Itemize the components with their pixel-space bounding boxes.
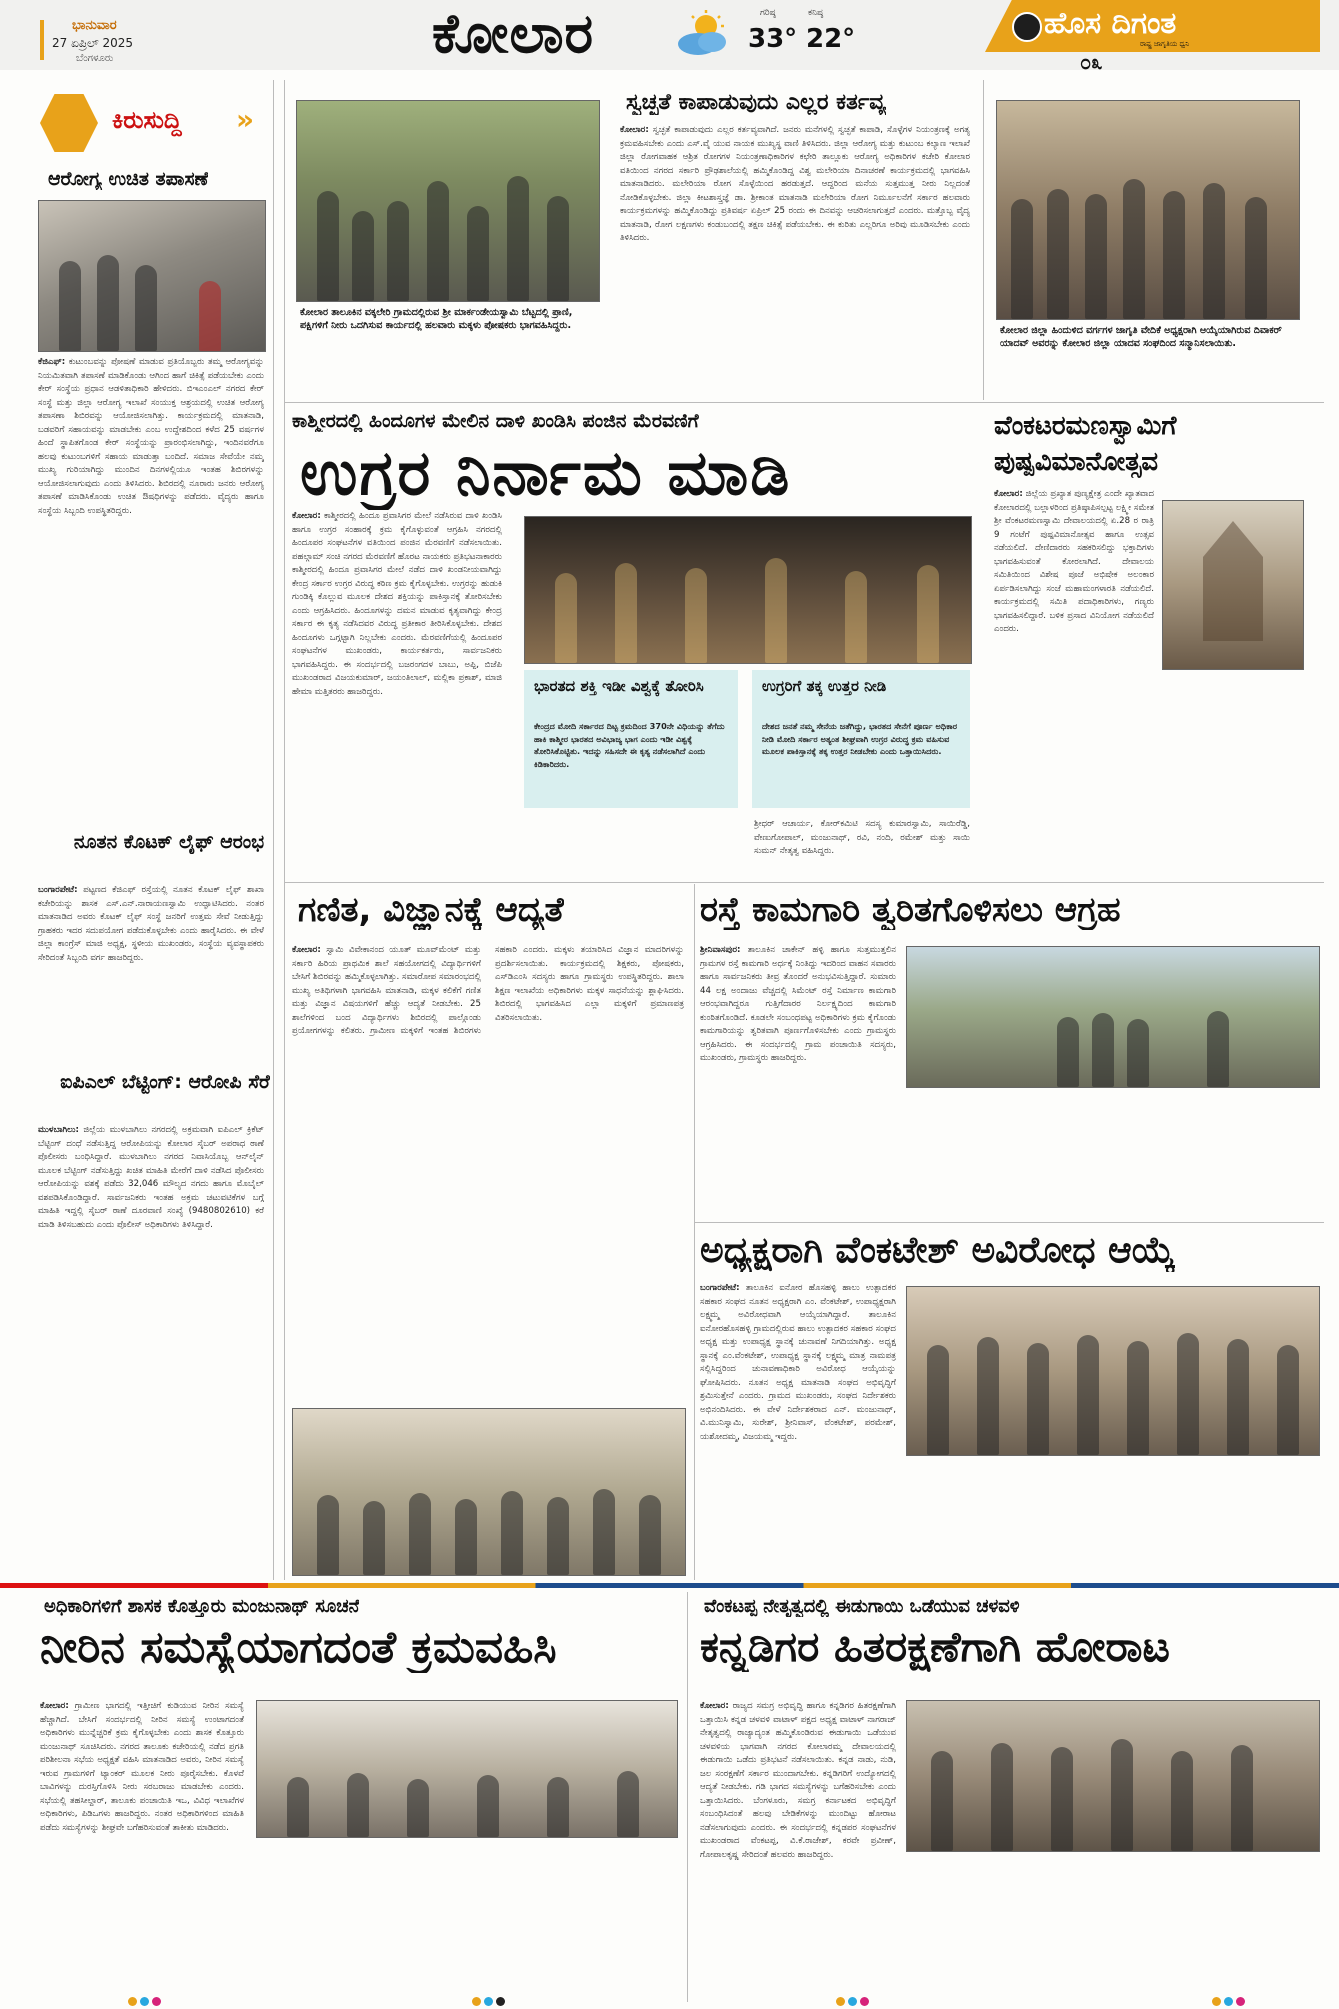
- kirusuddi-hand-icon: [40, 94, 98, 152]
- dateline: ಕೋಲಾರ:: [700, 1701, 729, 1711]
- kashmir-headline: ಉಗ್ರರ ನಿರ್ನಾಮ ಮಾಡಿ: [300, 436, 792, 509]
- paper-name: ಹೊಸ ದಿಗಂತ: [1044, 6, 1177, 41]
- registration-mark: [836, 1997, 845, 2006]
- kirusuddi-label: ಕಿರುಸುದ್ದಿ: [112, 106, 182, 134]
- registration-mark: [1236, 1997, 1245, 2006]
- venkatesh-headline: ಅಧ್ಯಕ್ಷರಾಗಿ ವೆಂಕಟೇಶ್ ಅವಿರೋಧ ಆಯ್ಕೆ: [700, 1230, 1176, 1271]
- story-body: ಕಾಶ್ಮೀರದಲ್ಲಿ ಹಿಂದೂ ಪ್ರವಾಸಿಗರ ಮೇಲೆ ನಡೆಸಿರುವ ದಾಳಿ ಖಂಡಿಸಿ ಹಾಗೂ ಉಗ್ರರ ಸಂಹಾರಕ್ಕೆ ಕ್ರಮ ಕೈಗೊಳ್ಳುವಂತೆ ಆಗ್ರಹಿಸಿ ನಗರದಲ್ಲಿ ಹಿಂದೂಪರ ಸಂಘಟನೆಗಳ ವತಿಯಿಂದ ಪಂಜಿನ ಮೆರವಣಿಗೆ ನಡೆಸಲಾಯಿತು. ಪಹಲ್ಗಾಮ್ ಸಂಚಿ ನಗರದ ಮೆರವಣಿಗೆ ಹೊರಟ ನಾಯಕರು ಪ್ರತಿಭಟನಾಕಾರರು ಕಾಶ್ಮೀರದಲ್ಲಿ ಹಿಂದೂ ಪ್ರವಾಸಿಗರ ಮೇಲೆ ನಡೆದ ದಾಳಿ ಖಂಡನೀಯವಾಗಿದ್ದು ಕೇಂದ್ರ ಸರ್ಕಾರ ಉಗ್ರರ ವಿರುದ್ಧ ಕಠಿಣ ಕ್ರಮ ಕೈಗೊಳ್ಳಬೇಕು. ಉಗ್ರರನ್ನು ಹುಡುಕಿ ಗುಂಡಿಕ್ಕಿ ಕೊಲ್ಲುವ ಮೂಲಕ ದೇಶದ ಶಕ್ತಿಯನ್ನು ಪಾಕಿಸ್ತಾನಕ್ಕೆ ತೋರಿಸಬೇಕು ಎಂದು ಆಗ್ರಹಿಸಿದರು. ಹಿಂದೂಗಳನ್ನು ದಮನ ಮಾಡುವ ಕೃತ್ಯವಾಗಿದ್ದು ಕೇಂದ್ರ ಸರ್ಕಾರ ಈ ಕೃತ್ಯ ನಡೆಸಿದವರ ವಿರುದ್ಧ ಪ್ರತೀಕಾರ ತೀರಿಸಿಕೊಳ್ಳಬೇಕು. ದೇಶದ ಹಿಂದೂಗಳು ಒಗ್ಗಟ್ಟಾಗಿ ನಿಲ್ಲಬೇಕು ಎಂದರು. ಮೆರವಣಿಗೆಯಲ್ಲಿ ಹಿಂದೂಪರ ಸಂಘಟನೆಗಳ ಮುಖಂಡರು, ಕಾರ್ಯಕರ್ತರು, ಸಾರ್ವಜನಿಕರು ಭಾಗವಹಿಸಿದ್ದರು. ಈ ಸಂದರ್ಭದಲ್ಲಿ ಬಜರಂಗದಳ ಬಾಬು, ಅಪ್ಪಿ, ಬಿಜೆಪಿ ಮುಖಂಡರಾದ ವಿಜಯಕುಮಾರ್, ಜಯಂತಿಲಾಲ್, ಮಲ್ಲಿಕಾ ಪ್ರಕಾಶ್, ಮಾಜಿ ಹೇಮಾ ಮತ್ತಿತರರು ಹಾಜರಿದ್ದರು.: [292, 511, 502, 697]
- kashmir-extra: ಶ್ರೀಧರ್ ಆಚಾರ್ಯ, ಕೋರ್‌ಕಮಿಟಿ ಸದಸ್ಯ ಕುಮಾರಸ್ವಾಮಿ, ಸಾಯಿರೆಡ್ಡಿ, ವೇಣುಗೋಪಾಲ್, ಮಂಜುನಾಥ್, ರವಿ, ನಂದಿ, ರಮೇಶ್ ಮತ್ತು ಸಾಯಿ ಸುಮನ್ ನೇತೃತ್ವ ವಹಿಸಿದ್ದರು.: [754, 819, 970, 856]
- edition-title: ಕೋಲಾರ: [432, 2, 595, 65]
- column-rule: [983, 80, 984, 400]
- water-body: [40, 1700, 244, 2000]
- registration-mark: [1212, 1997, 1221, 2006]
- cleanliness-body: [620, 124, 970, 394]
- dateline: ಕೋಲಾರ:: [994, 489, 1023, 499]
- left-story2-headline: ನೂತನ ಕೊಟಕ್ ಲೈಫ್ ಆರಂಭ: [73, 831, 265, 853]
- yadav-caption: ಕೋಲಾರ ಜಿಲ್ಲಾ ಹಿಂದುಳಿದ ವರ್ಗಗಳ ಜಾಗೃತಿ ವೇದಿಕೆ ಅಧ್ಯಕ್ಷರಾಗಿ ಆಯ್ಕೆಯಾಗಿರುವ ದಿವಾಕರ್ ಯಾದವ್ ಅವರನ್ನು ಕೋಲಾರ ಜಿಲ್ಲಾ ಯಾದವ ಸಂಘದಿಂದ ಸನ್ಮಾನಿಸಲಾಯಿತು.: [1000, 325, 1282, 349]
- registration-mark: [152, 1997, 161, 2006]
- box-body: ದೇಶದ ಜನತೆ ನಮ್ಮ ಸೇನೆಯ ಜತೆಗಿದ್ದು, ಭಾರತದ ಸೇನೆಗೆ ಪೂರ್ಣ ಅಧಿಕಾರ ನೀಡಿ ಮೋದಿ ಸರ್ಕಾರ ಅತ್ಯಂತ ಶೀಘ್ರವಾಗಿ ಉಗ್ರರ ವಿರುದ್ಧ ಕ್ರಮ ವಹಿಸುವ ಮೂಲಕ ಪಾಕಿಸ್ತಾನಕ್ಕೆ ತಕ್ಕ ಉತ್ತರ ನೀಡಬೇಕು ಎಂದು ಒತ್ತಾಯಿಸಿದರು.: [762, 721, 958, 756]
- kashmir-body: [292, 510, 502, 874]
- registration-mark: [496, 1997, 505, 2006]
- weather-max-value: 33°: [748, 24, 798, 54]
- registration-mark: [140, 1997, 149, 2006]
- venkataramana-headline: ವೆಂಕಟರಮಣಸ್ವಾಮಿಗೆ ಪುಷ್ಪವಿಮಾನೋತ್ಸವ: [994, 411, 1177, 477]
- venkatesh-body: [700, 1282, 896, 1576]
- review-meeting-photo: [256, 1700, 678, 1838]
- column-rule: [687, 1592, 688, 2002]
- kannada-headline: ಕನ್ನಡಿಗರ ಹಿತರಕ್ಷಣೆಗಾಗಿ ಹೋರಾಟ: [700, 1622, 1170, 1671]
- section-rule: [694, 1222, 1324, 1223]
- kannada-protest-photo: [906, 1700, 1320, 1852]
- color-strip: [0, 1583, 1339, 1588]
- science-camp-photo: [292, 1408, 686, 1576]
- road-body: [700, 944, 896, 1214]
- chevron-right-icon: »: [236, 103, 255, 136]
- left-story1-body: [38, 356, 264, 826]
- dateline: ಕೆಜಿಎಫ್:: [38, 357, 66, 367]
- dateline: ಬಂಗಾರಪೇಟೆ:: [38, 885, 78, 895]
- dateline: ಕೋಲಾರ:: [40, 1701, 69, 1711]
- registration-mark: [484, 1997, 493, 2006]
- story-body: ತಾಲೂಕಿನ ಚಾಕೇನ್ ಹಳ್ಳಿ ಹಾಗೂ ಸುತ್ತಮುತ್ತಲಿನ ಗ್ರಾಮಗಳ ರಸ್ತೆ ಕಾಮಗಾರಿ ಅರ್ಧಕ್ಕೆ ನಿಂತಿದ್ದು ಇದರಿಂದ ವಾಹನ ಸವಾರರು ಹಾಗೂ ಸಾರ್ವಜನಿಕರು ತೀವ್ರ ತೊಂದರೆ ಅನುಭವಿಸುತ್ತಿದ್ದಾರೆ. ಸುಮಾರು 44 ಲಕ್ಷ ಅಂದಾಜು ವೆಚ್ಚದಲ್ಲಿ ಸಿಮೆಂಟ್ ರಸ್ತೆ ನಿರ್ಮಾಣ ಕಾಮಗಾರಿ ಆರಂಭವಾಗಿದ್ದರೂ ಗುತ್ತಿಗೆದಾರರ ನಿರ್ಲಕ್ಷ್ಯದಿಂದ ಕಾಮಗಾರಿ ಕುಂಠಿತಗೊಂಡಿದೆ. ಕೂಡಲೇ ಸಂಬಂಧಪಟ್ಟ ಅಧಿಕಾರಿಗಳು ಕ್ರಮ ಕೈಗೊಂಡು ಕಾಮಗಾರಿಯನ್ನು ತ್ವರಿತವಾಗಿ ಪೂರ್ಣಗೊಳಿಸಬೇಕು ಎಂದು ಗ್ರಾಮಸ್ಥರು ಆಗ್ರಹಿಸಿದರು. ಈ ಸಂದರ್ಭದಲ್ಲಿ ಗ್ರಾಮ ಪಂಚಾಯಿತಿ ಸದಸ್ಯರು, ಮುಖಂಡರು, ಗ್ರಾಮಸ್ಥರು ಹಾಜರಿದ್ದರು.: [700, 945, 896, 1063]
- venkataramana-body: [994, 488, 1154, 868]
- brand-logo-icon: [1012, 12, 1042, 42]
- weather-cloud-icon: [672, 10, 732, 58]
- left-story3-body: [38, 1124, 264, 1579]
- dateline: ಕೋಲಾರ:: [620, 125, 649, 135]
- vakkaleri-caption: ಕೋಲಾರ ತಾಲೂಕಿನ ವಕ್ಕಲೇರಿ ಗ್ರಾಮದಲ್ಲಿರುವ ಶ್ರೀ ಮಾರ್ಕಂಡೇಯಸ್ವಾಮಿ ಬೆಟ್ಟದಲ್ಲಿ ಪ್ರಾಣಿ, ಪಕ್ಷಿಗಳಿಗೆ ನೀರು ಒದಗಿಸುವ ಕಾರ್ಯದಲ್ಲಿ ಹಲವಾರು ಮಕ್ಕಳು ಪೋಷಕರು ಭಾಗವಹಿಸಿದ್ದರು.: [300, 307, 573, 331]
- story-body: ಸ್ವಾಮಿ ವಿವೇಕಾನಂದ ಯೂತ್ ಮೂವ್‌ಮೆಂಟ್ ಮತ್ತು ಸರ್ಕಾರಿ ಹಿರಿಯ ಪ್ರಾಥಮಿಕ ಶಾಲೆ ಸಹಯೋಗದಲ್ಲಿ ವಿದ್ಯಾರ್ಥಿಗಳಿಗೆ ಬೇಸಿಗೆ ಶಿಬಿರವನ್ನು ಹಮ್ಮಿಕೊಳ್ಳಲಾಗಿತ್ತು. ಸಮಾರೋಪ ಸಮಾರಂಭದಲ್ಲಿ ಮುಖ್ಯ ಅತಿಥಿಗಳಾಗಿ ಭಾಗವಹಿಸಿ ಮಾತನಾಡಿ, ಮಕ್ಕಳ ಕಲಿಕೆಗೆ ಗಣಿತ ಮತ್ತು ವಿಜ್ಞಾನ ವಿಷಯಗಳಿಗೆ ಹೆಚ್ಚು ಆದ್ಯತೆ ನೀಡಬೇಕು. 25 ಶಾಲೆಗಳಿಂದ ಬಂದ ವಿದ್ಯಾರ್ಥಿಗಳು ಶಿಬಿರದಲ್ಲಿ ಪಾಲ್ಗೊಂಡು ಪ್ರಯೋಗಗಳನ್ನು ಕಲಿತರು. ಗ್ರಾಮೀಣ ಮಕ್ಕಳಿಗೆ ಇಂತಹ ಶಿಬಿರಗಳು ಸಹಕಾರಿ ಎಂದರು. ಮಕ್ಕಳು ತಯಾರಿಸಿದ ವಿಜ್ಞಾನ ಮಾದರಿಗಳನ್ನು ಪ್ರದರ್ಶಿಸಲಾಯಿತು. ಕಾರ್ಯಕ್ರಮದಲ್ಲಿ ಶಿಕ್ಷಕರು, ಪೋಷಕರು, ಎಸ್‌ಡಿಎಂಸಿ ಸದಸ್ಯರು ಹಾಗೂ ಗ್ರಾಮಸ್ಥರು ಉಪಸ್ಥಿತರಿದ್ದರು. ಶಾಲಾ ಶಿಕ್ಷಣ ಇಲಾಖೆಯ ಅಧಿಕಾರಿಗಳು ಮಕ್ಕಳ ಸಾಧನೆಯನ್ನು ಶ್ಲಾಘಿಸಿದರು. ಶಿಬಿರದಲ್ಲಿ ಭಾಗವಹಿಸಿದ ಎಲ್ಲಾ ಮಕ್ಕಳಿಗೆ ಪ್ರಮಾಣಪತ್ರ ವಿತರಿಸಲಾಯಿತು.: [292, 945, 684, 1036]
- story-body: ರಾಜ್ಯದ ಸಮಗ್ರ ಅಭಿವೃದ್ಧಿ ಹಾಗೂ ಕನ್ನಡಿಗರ ಹಿತರಕ್ಷಣೆಗಾಗಿ ಒತ್ತಾಯಿಸಿ ಕನ್ನಡ ಚಳವಳಿ ವಾಟಾಳ್ ಪಕ್ಷದ ಅಧ್ಯಕ್ಷ ವಾಟಾಳ್ ನಾಗರಾಜ್ ನೇತೃತ್ವದಲ್ಲಿ ರಾಜ್ಯಾದ್ಯಂತ ಹಮ್ಮಿಕೊಂಡಿರುವ ಈಡುಗಾಯಿ ಒಡೆಯುವ ಚಳವಳಿಯ ಭಾಗವಾಗಿ ನಗರದ ಕೋಲಾರಮ್ಮ ದೇವಾಲಯದಲ್ಲಿ ಈಡುಗಾಯಿ ಒಡೆದು ಪ್ರತಿಭಟನೆ ನಡೆಸಲಾಯಿತು. ಕನ್ನಡ ನಾಡು, ನುಡಿ, ಜಲ ಸಂರಕ್ಷಣೆಗೆ ಸರ್ಕಾರ ಮುಂದಾಗಬೇಕು. ಕನ್ನಡಿಗರಿಗೆ ಉದ್ಯೋಗದಲ್ಲಿ ಆದ್ಯತೆ ನೀಡಬೇಕು. ಗಡಿ ಭಾಗದ ಸಮಸ್ಯೆಗಳನ್ನು ಬಗೆಹರಿಸಬೇಕು ಎಂದು ಒತ್ತಾಯಿಸಿದರು. ಬೆಂಗಳೂರು, ಸಮಗ್ರ ಕರ್ನಾಟಕದ ಅಭಿವೃದ್ಧಿಗೆ ಸಂಬಂಧಿಸಿದಂತೆ ಹಲವು ಬೇಡಿಕೆಗಳನ್ನು ಮುಂದಿಟ್ಟು ಹೋರಾಟ ನಡೆಸಲಾಗುವುದು ಎಂದರು. ಈ ಸಂದರ್ಭದಲ್ಲಿ ಕನ್ನಡಪರ ಸಂಘಟನೆಗಳ ಮುಖಂಡರಾದ ವೆಂಕಟಪ್ಪ, ವಿ.ಕೆ.ರಾಜೇಶ್, ಕರವೇ ಪ್ರವೀಣ್, ಗೋಪಾಲಕೃಷ್ಣ ಸೇರಿದಂತೆ ಹಲವರು ಹಾಜರಿದ್ದರು.: [700, 1701, 896, 1860]
- left-story1-headline: ಆರೋಗ್ಯ ಉಚಿತ ತಪಾಸಣೆ: [48, 168, 209, 190]
- page-number: ೦೩: [1080, 50, 1103, 74]
- road-photo: [906, 946, 1320, 1088]
- weather-max-label: ಗರಿಷ್ಠ: [760, 8, 776, 18]
- story-body: ತಾಲೂಕಿನ ಐನೋರ ಹೊಸಹಳ್ಳಿ ಹಾಲು ಉತ್ಪಾದಕರ ಸಹಕಾರ ಸಂಘದ ನೂತನ ಅಧ್ಯಕ್ಷರಾಗಿ ಎಂ. ವೆಂಕಟೇಶ್, ಉಪಾಧ್ಯಕ್ಷರಾಗಿ ಲಕ್ಷ್ಮಮ್ಮ ಅವಿರೋಧವಾಗಿ ಆಯ್ಕೆಯಾಗಿದ್ದಾರೆ. ತಾಲೂಕಿನ ಐನೋರಹೊಸಹಳ್ಳಿ ಗ್ರಾಮದಲ್ಲಿರುವ ಹಾಲು ಉತ್ಪಾದಕರ ಸಹಕಾರ ಸಂಘದ ಅಧ್ಯಕ್ಷ ಮತ್ತು ಉಪಾಧ್ಯಕ್ಷ ಸ್ಥಾನಕ್ಕೆ ಚುನಾವಣೆ ನಿಗದಿಯಾಗಿತ್ತು. ಅಧ್ಯಕ್ಷ ಸ್ಥಾನಕ್ಕೆ ಎಂ.ವೆಂಕಟೇಶ್, ಉಪಾಧ್ಯಕ್ಷ ಸ್ಥಾನಕ್ಕೆ ಲಕ್ಷ್ಮಮ್ಮ ಮಾತ್ರ ನಾಮಪತ್ರ ಸಲ್ಲಿಸಿದ್ದರಿಂದ ಚುನಾವಣಾಧಿಕಾರಿ ಅವಿರೋಧ ಆಯ್ಕೆಯನ್ನು ಘೋಷಿಸಿದರು. ನೂತನ ಅಧ್ಯಕ್ಷ ಮಾತನಾಡಿ ಸಂಘದ ಅಭಿವೃದ್ಧಿಗೆ ಶ್ರಮಿಸುತ್ತೇನೆ ಎಂದರು. ಗ್ರಾಮದ ಮುಖಂಡರು, ಸಂಘದ ನಿರ್ದೇಶಕರು ಅಭಿನಂದಿಸಿದರು. ಈ ವೇಳೆ ನಿರ್ದೇಶಕರಾದ ಎನ್. ಮಂಜುನಾಥ್, ವಿ.ಮುನಿಸ್ವಾಮಿ, ಸುರೇಶ್, ಶ್ರೀನಿವಾಸ್, ವೆಂಕಟೇಶ್, ಪರಮೇಶ್, ಯಶೋದಮ್ಮ, ವಿಜಯಮ್ಮ ಇದ್ದರು.: [700, 1283, 896, 1442]
- box-body: ಕೇಂದ್ರದ ಮೋದಿ ಸರ್ಕಾರದ ದಿಟ್ಟ ಕ್ರಮದಿಂದ 370ನೇ ವಿಧಿಯನ್ನು ತೆಗೆದು ಹಾಕಿ ಕಾಶ್ಮೀರ ಭಾರತದ ಅವಿಭಾಜ್ಯ ಭಾಗ ಎಂದು ಇಡೀ ವಿಶ್ವಕ್ಕೆ ತೋರಿಸಿಕೊಟ್ಟಿತು. ಇದನ್ನು ಸಹಿಸದೇ ಈ ಕೃತ್ಯ ನಡೆಸಲಾಗಿದೆ ಎಂದು ಕಿಡಿಕಾರಿದರು.: [534, 721, 725, 769]
- left-story2-body: [38, 884, 264, 1060]
- section-rule: [284, 402, 1324, 403]
- dateline: ಬಂಗಾರಪೇಟೆ:: [700, 1283, 740, 1293]
- weather-min-value: 22°: [806, 24, 856, 54]
- registration-mark: [860, 1997, 869, 2006]
- dateline: ಕೋಲಾರ:: [292, 511, 321, 521]
- math-headline: ಗಣಿತ, ವಿಜ್ಞಾನಕ್ಕೆ ಆದ್ಯತೆ: [298, 890, 564, 930]
- registration-mark: [472, 1997, 481, 2006]
- column-rule: [694, 884, 695, 1580]
- math-body: [292, 944, 684, 1400]
- masthead-date: 27 ಏಪ್ರಿಲ್ 2025: [52, 36, 134, 50]
- kashmir-box-2: [752, 670, 970, 808]
- paper-tagline: ರಾಷ್ಟ್ರ ಜಾಗೃತಿಯ ಧ್ವನಿ: [1140, 40, 1190, 48]
- torch-rally-photo: [524, 516, 972, 664]
- temple-photo: [1162, 500, 1304, 670]
- box-title: ಭಾರತದ ಶಕ್ತಿ ಇಡೀ ವಿಶ್ವಕ್ಕೆ ತೋರಿಸಿ: [534, 677, 704, 695]
- story-body: ಜಿಲ್ಲೆಯ ಮುಳಬಾಗಿಲು ನಗರದಲ್ಲಿ ಅಕ್ರಮವಾಗಿ ಐಪಿಎಲ್ ಕ್ರಿಕೆಟ್ ಬೆಟ್ಟಿಂಗ್ ದಂಧೆ ನಡೆಸುತ್ತಿದ್ದ ಆರೋಪಿಯನ್ನು ಕೋಲಾರ ಸೈಬರ್ ಅಪರಾಧ ಠಾಣೆ ಪೊಲೀಸರು ಬಂಧಿಸಿದ್ದಾರೆ. ಮುಳಬಾಗಿಲು ನಗರದ ನಿವಾಸಿಯೊಬ್ಬ ಆನ್‌ಲೈನ್ ಮೂಲಕ ಬೆಟ್ಟಿಂಗ್ ನಡೆಸುತ್ತಿದ್ದು ಖಚಿತ ಮಾಹಿತಿ ಮೇರೆಗೆ ದಾಳಿ ನಡೆಸಿದ ಪೊಲೀಸರು ಆರೋಪಿಯನ್ನು ವಶಕ್ಕೆ ಪಡೆದು 32,046 ಮೌಲ್ಯದ ನಗದು ಹಾಗೂ ಮೊಬೈಲ್ ವಶಪಡಿಸಿಕೊಂಡಿದ್ದಾರೆ. ಸಾರ್ವಜನಿಕರು ಇಂತಹ ಅಕ್ರಮ ಚಟುವಟಿಕೆಗಳ ಬಗ್ಗೆ ಮಾಹಿತಿ ಇದ್ದಲ್ಲಿ ಸೈಬರ್ ಠಾಣೆ ದೂರವಾಣಿ ಸಂಖ್ಯೆ (9480802610) ಕರೆ ಮಾಡಿ ತಿಳಿಸಬಹುದು ಎಂದು ಪೊಲೀಸ್ ಅಧಿಕಾರಿಗಳು ತಿಳಿಸಿದ್ದಾರೆ.: [38, 1125, 264, 1230]
- story-body: ಜಿಲ್ಲೆಯ ಪ್ರಖ್ಯಾತ ಪುಣ್ಯಕ್ಷೇತ್ರ ಎಂದೇ ಖ್ಯಾತವಾದ ಕೋಲಾರದಲ್ಲಿ ಬಲ್ಲಾಳರಿಂದ ಪ್ರತಿಷ್ಠಾಪಿಸಲ್ಪಟ್ಟ ಲಕ್ಷ್ಮೀ ಸಮೇತ ಶ್ರೀ ವೆಂಕಟರಮಣಸ್ವಾಮಿ ದೇವಾಲಯದಲ್ಲಿ ಏ.28 ರ ರಾತ್ರಿ 9 ಗಂಟೆಗೆ ಪುಷ್ಪವಿಮಾನೋತ್ಸವ ಹಾಗೂ ಉತ್ಸವ ನಡೆಯಲಿದೆ. ದೇಣಿದಾರರು ಸಹಕರಿಸಲಿದ್ದು ಭಕ್ತಾದಿಗಳು ಭಾಗವಹಿಸುವಂತೆ ಕೋರಲಾಗಿದೆ. ದೇವಾಲಯ ಸಮಿತಿಯಿಂದ ವಿಶೇಷ ಪೂಜೆ ಅಭಿಷೇಕ ಅಲಂಕಾರ ಏರ್ಪಡಿಸಲಾಗಿದ್ದು ಸಂಜೆ ಮಹಾಮಂಗಳಾರತಿ ನಡೆಯಲಿದೆ. ಕಾರ್ಯಕ್ರಮದಲ್ಲಿ ಸಮಿತಿ ಪದಾಧಿಕಾರಿಗಳು, ಗಣ್ಯರು ಭಾಗವಹಿಸಲಿದ್ದಾರೆ. ಬಳಿಕ ಪ್ರಸಾದ ವಿನಿಯೋಗ ನಡೆಯಲಿದೆ ಎಂದರು.: [994, 489, 1154, 634]
- story-body: ಪಟ್ಟಣದ ಕೆಜಿಎಫ್ ರಸ್ತೆಯಲ್ಲಿ ನೂತನ ಕೊಟಕ್ ಲೈಫ್ ಶಾಖಾ ಕಚೇರಿಯನ್ನು ಶಾಸಕ ಎಸ್.ಎನ್.ನಾರಾಯಣಸ್ವಾಮಿ ಉದ್ಘಾಟಿಸಿದರು. ನಂತರ ಮಾತನಾಡಿದ ಅವರು ಕೊಟಕ್ ಲೈಫ್ ಸಂಸ್ಥೆ ಜನರಿಗೆ ಉತ್ತಮ ಸೇವೆ ನೀಡುತ್ತಿದ್ದು ಗ್ರಾಹಕರು ಇದರ ಸದುಪಯೋಗ ಪಡೆದುಕೊಳ್ಳಬೇಕು ಎಂದು ಹಾರೈಸಿದರು. ಈ ವೇಳೆ ಜಿಲ್ಲಾ ಕಾಂಗ್ರೆಸ್ ಮಾಜಿ ಅಧ್ಯಕ್ಷ, ಸ್ಥಳೀಯ ಮುಖಂಡರು, ಸಂಸ್ಥೆಯ ವ್ಯವಸ್ಥಾಪಕರು ಸೇರಿದಂತೆ ಸಿಬ್ಬಂದಿ ವರ್ಗ ಹಾಜರಿದ್ದರು.: [38, 885, 264, 963]
- yadav-felicitation-photo: [996, 100, 1300, 320]
- kannada-body: [700, 1700, 896, 2000]
- water-kicker: ಅಧಿಕಾರಿಗಳಿಗೆ ಶಾಸಕ ಕೊತ್ತೂರು ಮಂಜುನಾಥ್ ಸೂಚನೆ: [44, 1596, 360, 1617]
- dairy-election-photo: [906, 1286, 1320, 1456]
- kirusuddi-logo: [40, 92, 260, 154]
- column-rule: [284, 80, 285, 1580]
- left-story3-headline: ಐಪಿಎಲ್ ಬೆಟ್ಟಿಂಗ್: ಆರೋಪಿ ಸೆರೆ: [60, 1071, 270, 1093]
- story-body: ಗ್ರಾಮೀಣ ಭಾಗದಲ್ಲಿ ಇತ್ತೀಚಿಗೆ ಕುಡಿಯುವ ನೀರಿನ ಸಮಸ್ಯೆ ಹೆಚ್ಚಾಗಿದೆ. ಬೇಸಿಗೆ ಸಂದರ್ಭದಲ್ಲಿ ನೀರಿನ ಸಮಸ್ಯೆ ಉಂಟಾಗದಂತೆ ಅಧಿಕಾರಿಗಳು ಮುನ್ನೆಚ್ಚರಿಕೆ ಕ್ರಮ ಕೈಗೊಳ್ಳಬೇಕು ಎಂದು ಶಾಸಕ ಕೊತ್ತೂರು ಮಂಜುನಾಥ್ ಸೂಚಿಸಿದರು. ನಗರದ ತಾಲೂಕು ಕಚೇರಿಯಲ್ಲಿ ನಡೆದ ಪ್ರಗತಿ ಪರಿಶೀಲನಾ ಸಭೆಯ ಅಧ್ಯಕ್ಷತೆ ವಹಿಸಿ ಮಾತನಾಡಿದ ಅವರು, ನೀರಿನ ಸಮಸ್ಯೆ ಇರುವ ಗ್ರಾಮಗಳಿಗೆ ಟ್ಯಾಂಕರ್ ಮೂಲಕ ನೀರು ಪೂರೈಸಬೇಕು. ಕೊಳವೆ ಬಾವಿಗಳನ್ನು ದುರಸ್ತಿಗೊಳಿಸಿ ನೀರು ಸರಬರಾಜು ಮಾಡಬೇಕು ಎಂದರು. ಸಭೆಯಲ್ಲಿ ತಹಸೀಲ್ದಾರ್, ತಾಲೂಕು ಪಂಚಾಯಿತಿ ಇಒ, ವಿವಿಧ ಇಲಾಖೆಗಳ ಅಧಿಕಾರಿಗಳು, ಪಿಡಿಒಗಳು ಹಾಜರಿದ್ದರು. ನಂತರ ಅಧಿಕಾರಿಗಳಿಂದ ಮಾಹಿತಿ ಪಡೆದು ಸಮಸ್ಯೆಗಳನ್ನು ಶೀಘ್ರವೇ ಬಗೆಹರಿಸುವಂತೆ ತಾಕೀತು ಮಾಡಿದರು.: [40, 1701, 244, 1833]
- road-headline: ರಸ್ತೆ ಕಾಮಗಾರಿ ತ್ವರಿತಗೊಳಿಸಲು ಆಗ್ರಹ: [700, 890, 1121, 930]
- masthead-city: ಬೆಂಗಳೂರು: [76, 53, 114, 64]
- section-rule: [284, 882, 1324, 883]
- registration-mark: [1224, 1997, 1233, 2006]
- kashmir-box-1: [524, 670, 738, 808]
- water-headline: ನೀರಿನ ಸಮಸ್ಯೆಯಾಗದಂತೆ ಕ್ರಮವಹಿಸಿ: [40, 1622, 557, 1673]
- dateline: ಮುಳಬಾಗಿಲು:: [38, 1125, 79, 1135]
- weather-min-label: ಕನಿಷ್ಠ: [808, 8, 824, 18]
- cleanliness-headline: ಸ್ವಚ್ಛತೆ ಕಾಪಾಡುವುದು ಎಲ್ಲರ ಕರ್ತವ್ಯ: [626, 90, 887, 115]
- registration-mark: [848, 1997, 857, 2006]
- masthead-day: ಭಾನುವಾರ: [72, 18, 117, 33]
- kannada-kicker: ವೆಂಕಟಪ್ಪ ನೇತೃತ್ವದಲ್ಲಿ ಈಡುಗಾಯಿ ಒಡೆಯುವ ಚಳವಳಿ: [704, 1596, 1020, 1617]
- health-camp-photo: [38, 200, 266, 352]
- box-title: ಉಗ್ರರಿಗೆ ತಕ್ಕ ಉತ್ತರ ನೀಡಿ: [762, 677, 887, 695]
- dateline: ಕೋಲಾರ:: [292, 945, 321, 955]
- masthead-accent-bar: [40, 20, 44, 60]
- registration-mark: [128, 1997, 137, 2006]
- story-body: ಸ್ವಚ್ಛತೆ ಕಾಪಾಡುವುದು ಎಲ್ಲರ ಕರ್ತವ್ಯವಾಗಿದೆ. ಜನರು ಮನೆಗಳಲ್ಲಿ ಸ್ವಚ್ಛತೆ ಕಾಪಾಡಿ, ಸೊಳ್ಳೆಗಳ ನಿಯಂತ್ರಣಕ್ಕೆ ಅಗತ್ಯ ಕ್ರಮವಹಿಸಬೇಕು ಎಂದು ಎಸ್.ವೈ ಯುವ ನಾಯಕ ಮುಖ್ಯಸ್ಥ ವಾಣಿ ತಿಳಿಸಿದರು. ಜಿಲ್ಲಾ ಆರೋಗ್ಯ ಮತ್ತು ಕುಟುಂಬ ಕಲ್ಯಾಣ ಇಲಾಖೆ ಜಿಲ್ಲಾ ರೋಗವಾಹಕ ಆಶ್ರಿತ ರೋಗಗಳ ನಿಯಂತ್ರಣಾಧಿಕಾರಿಗಳ ಕಛೇರಿ ತಾಲ್ಲೂಕು ಆರೋಗ್ಯ ಅಧಿಕಾರಿಗಳ ಕಚೇರಿ ಕೋಲಾರ ವತಿಯಿಂದ ನಗರದ ಸರ್ಕಾರಿ ಪ್ರೌಢಶಾಲೆಯಲ್ಲಿ ಹಮ್ಮಿಕೊಂಡಿದ್ದ ವಿಶ್ವ ಮಲೇರಿಯಾ ದಿನಾಚರಣೆ ಕಾರ್ಯಕ್ರಮದಲ್ಲಿ ಭಾಗವಹಿಸಿ ಮಾತನಾಡಿದರು. ಮಲೇರಿಯಾ ರೋಗ ಸೊಳ್ಳೆಯಿಂದ ಹರಡುತ್ತದೆ. ಆದ್ದರಿಂದ ಮನೆಯ ಸುತ್ತಮುತ್ತ ನೀರು ನಿಲ್ಲದಂತೆ ನೋಡಿಕೊಳ್ಳಬೇಕು. ಜಿಲ್ಲಾ ಕೀಟಶಾಸ್ತ್ರಜ್ಞೆ ಡಾ. ಶ್ರೀಕಾಂತ ಮಾತನಾಡಿ ಮಲೇರಿಯಾ ರೋಗ ನಿರ್ಮೂಲನೆಗೆ ಸರ್ಕಾರ ಹಲವಾರು ಕಾರ್ಯಕ್ರಮಗಳನ್ನು ಹಮ್ಮಿಕೊಂಡಿದ್ದು ಪ್ರತಿವರ್ಷ ಏಪ್ರಿಲ್ 25 ರಂದು ಈ ದಿನವನ್ನು ಆಚರಿಸಲಾಗುತ್ತದೆ ಎಂದರು. ಮತ್ತೊಬ್ಬ ವೈದ್ಯ ಮಾತನಾಡಿ, ರೋಗ ಲಕ್ಷಣಗಳು ಕಂಡುಬಂದಲ್ಲಿ ತಕ್ಷಣ ಚಿಕಿತ್ಸೆ ಪಡೆಯಬೇಕು. ಈ ಕುರಿತು ಎಲ್ಲರಿಗೂ ಅರಿವು ಮೂಡಿಸಬೇಕು ಎಂದು ತಿಳಿಸಿದರು.: [620, 125, 970, 243]
- kashmir-kicker: ಕಾಶ್ಮೀರದಲ್ಲಿ ಹಿಂದೂಗಳ ಮೇಲಿನ ದಾಳಿ ಖಂಡಿಸಿ ಪಂಜಿನ ಮೆರವಣಿಗೆ: [292, 410, 699, 432]
- vakkaleri-photo: [296, 100, 600, 302]
- dateline: ಶ್ರೀನಿವಾಸಪುರ:: [700, 945, 741, 955]
- story-body: ಕುಟುಂಬವನ್ನು ಪೋಷಣೆ ಮಾಡುವ ಪ್ರತಿಯೊಬ್ಬರು ತಮ್ಮ ಆರೋಗ್ಯವನ್ನು ನಿಯಮಿತವಾಗಿ ತಪಾಸಣೆ ಮಾಡಿಕೊಂಡು ಆಗಿಂದ ಹಾಗೆ ಚಿಕಿತ್ಸೆ ಪಡೆಯಬೇಕು ಎಂದು ಕೇರ್ ಸಂಸ್ಥೆಯ ಪ್ರಧಾನ ಆಡಳಿತಾಧಿಕಾರಿ ಹೇಳಿದರು. ಬಿಇಎಂಎಲ್ ನಗರದ ಕೇರ್ ಸಂಸ್ಥೆ ಮತ್ತು ಜಿಲ್ಲಾ ಆರೋಗ್ಯ ಇಲಾಖೆ ಸಂಯುಕ್ತ ಆಶ್ರಯದಲ್ಲಿ ಉಚಿತ ಆರೋಗ್ಯ ತಪಾಸಣಾ ಶಿಬಿರವನ್ನು ಆಯೋಜಿಸಲಾಗಿತ್ತು. ಕಾರ್ಯಕ್ರಮದಲ್ಲಿ ಮಾತನಾಡಿ, ಬಡವರಿಗೆ ಸಹಾಯವನ್ನು ಮಾಡಬೇಕು ಎಂಬ ಉದ್ದೇಶದಿಂದ ಕಳೆದ 25 ವರ್ಷಗಳ ಹಿಂದೆ ಸ್ಥಾಪಿತಗೊಂಡ ಕೇರ್ ಸಂಸ್ಥೆಯನ್ನು ಪ್ರಾರಂಭಿಸಲಾಗಿದ್ದು, ಇಂದಿನವರೆಗೂ ಹಲವು ಕುಟುಂಬಗಳಿಗೆ ಸಹಾಯ ಮಾಡುತ್ತಾ ಬಂದಿದೆ. ಸಮಾಜ ಸೇವೆಯೇ ನಮ್ಮ ಮುಖ್ಯ ಗುರಿಯಾಗಿದ್ದು ಮುಂದಿನ ದಿನಗಳಲ್ಲಿಯೂ ಇಂತಹ ಶಿಬಿರಗಳನ್ನು ಆಯೋಜಿಸಲಾಗುವುದು ಎಂದು ತಿಳಿಸಿದರು. ಶಿಬಿರದಲ್ಲಿ ನೂರಾರು ಜನರು ಆರೋಗ್ಯ ತಪಾಸಣೆ ಮಾಡಿಸಿಕೊಂಡು ಉಚಿತ ಔಷಧಿಗಳನ್ನು ಪಡೆದರು. ವೈದ್ಯರು ಹಾಗೂ ಸಂಸ್ಥೆಯ ಸಿಬ್ಬಂದಿ ಉಪಸ್ಥಿತರಿದ್ದರು.: [38, 357, 264, 516]
